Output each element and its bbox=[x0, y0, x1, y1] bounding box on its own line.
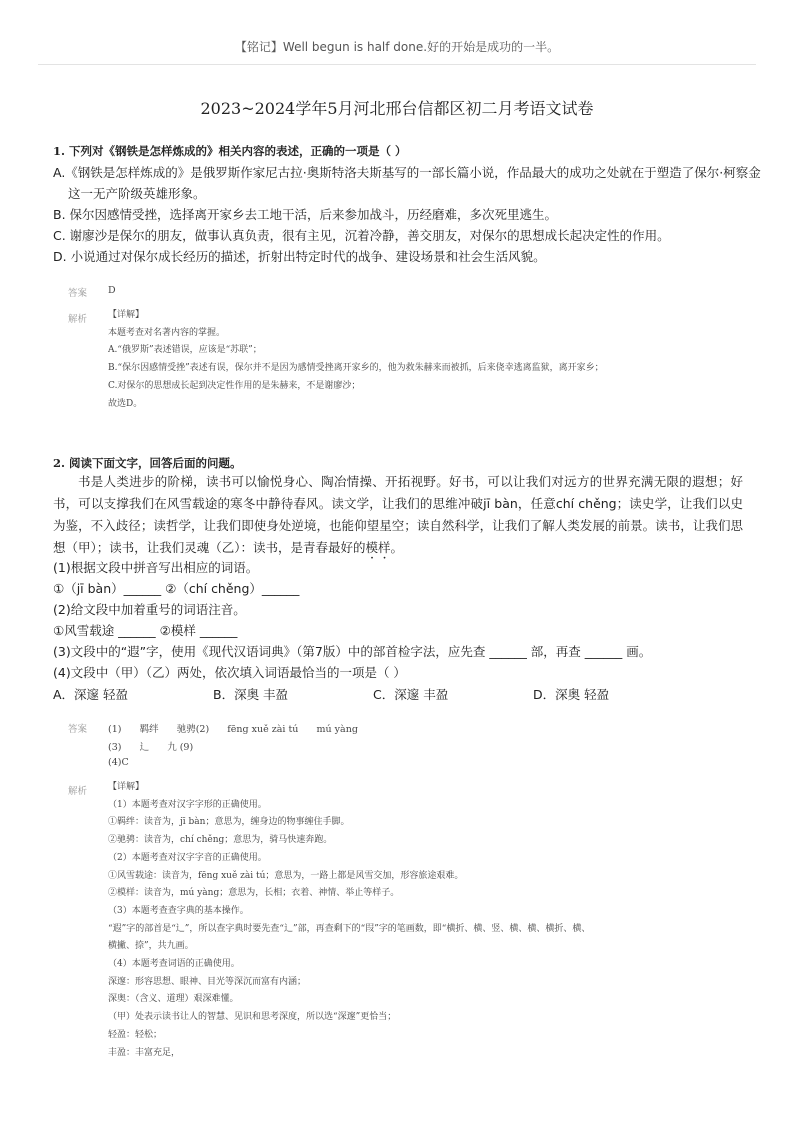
q2-option-a: A．深邃 轻盈 bbox=[53, 687, 129, 702]
q2-analysis-line: ②模样：读音为，mú yàng；意思为，长相；衣着、神情、举止等样子。 bbox=[108, 888, 400, 899]
question-1-stem: 1. 下列对《钢铁是怎样炼成的》相关内容的表述，正确的一项是（ ） bbox=[53, 144, 407, 158]
q2-answer-row: (3) 辶 九 (9) bbox=[108, 742, 194, 753]
q2-passage-emphasis-word: 模样 bbox=[365, 540, 391, 555]
q2-answer-row: (1) 羁绊 驰骋(2) fēng xuě zài tú mú yàng bbox=[108, 724, 358, 735]
q1-answer: D bbox=[108, 285, 116, 296]
question-2-stem: 2. 阅读下面文字，回答后面的问题。 bbox=[53, 456, 242, 470]
q2-analysis-line: 轻盈：轻松； bbox=[108, 1029, 163, 1040]
q2-analysis-line: （3）本题考查查字典的基本操作。 bbox=[108, 905, 249, 916]
page-title: 2023~2024学年5月河北邢台信都区初二月考语文试卷 bbox=[200, 99, 594, 118]
q1-analysis-line: 本题考查对名著内容的掌握。 bbox=[108, 327, 226, 338]
q2-passage-end: 。 bbox=[390, 540, 404, 555]
q2-analysis-line: （甲）处表示读书让人的智慧、见识和思考深度，所以选“深邃”更恰当； bbox=[108, 1012, 397, 1023]
q2-option-b: B．深奥 丰盈 bbox=[213, 687, 289, 702]
q2-analysis-line: （4）本题考查词语的正确使用。 bbox=[108, 959, 240, 970]
q1-option-b: B. 保尔因感情受挫，选择离开家乡去工地干活，后来参加战斗，历经磨难，多次死里逃生。 bbox=[53, 207, 558, 222]
q2-analysis-line: ①风雪载途：读音为，fēng xuě zài tú；意思为，一路上都是风雪交加，形容旅途艰难。 bbox=[108, 870, 464, 881]
q2-analysis-line: ②驰骋：读音为，chí chěng；意思为，骑马快速奔跑。 bbox=[108, 835, 333, 846]
q2-analysis-line: （1）本题考查对汉字字形的正确使用。 bbox=[108, 799, 267, 810]
q2-passage bbox=[53, 471, 743, 562]
q2-analysis bbox=[108, 779, 748, 1062]
q2-analysis-label: 解析 bbox=[68, 786, 88, 797]
q2-sub-1: (1)根据文段中拼音写出相应的词语。 bbox=[53, 560, 259, 575]
q1-option-a-cont: 这一无产阶级英雄形象。 bbox=[68, 186, 206, 201]
q2-answer-label: 答案 bbox=[68, 724, 88, 735]
q2-sub-3: (3)文段中的“遐”字，使用《现代汉语词典》（第7版）中的部首检字法，应先查 ______ 部，再查 ______ 画。 bbox=[53, 644, 652, 659]
q1-analysis bbox=[108, 307, 748, 413]
q1-analysis-line: 故选D。 bbox=[108, 398, 143, 409]
q2-sub-1-blanks: ①（jī bàn）______ ②（chí chěng）______ bbox=[53, 581, 300, 596]
q2-sub-2-blanks: ①风雪载途 ______ ②模样 ______ bbox=[53, 623, 238, 638]
q1-option-d: D. 小说通过对保尔成长经历的描述，折射出特定时代的战争、建设场景和社会生活风貌。 bbox=[53, 249, 546, 264]
q2-analysis-line: 横撇、捺”，共九画。 bbox=[108, 941, 194, 952]
q1-analysis-line: B.“保尔因感情受挫”表述有误，保尔并不是因为感情受挫离开家乡的，他为救朱赫来而被抓，后来侥幸逃离监狱，离开家乡； bbox=[108, 363, 604, 374]
q1-analysis-line: C.对保尔的思想成长起到决定性作用的是朱赫来，不是谢廖沙； bbox=[108, 380, 361, 391]
q2-answer-row: (4)C bbox=[108, 757, 129, 768]
q2-passage-text: 书是人类进步的阶梯，读书可以愉悦身心、陶冶情操、开拓视野。好书，可以让我们对远方的世界充满无限的遐想；好书，可以支撑我们在风雪载途的寒冬中静待春风。读文学，让我们的思维冲破jī bàn，任意chí chěng；读史学，让我们以史为鉴，不入歧径；读哲学，让我们即使身处逆境，也能仰望星空；读自然科学，让我们了解人类发展的前景。读书，让我们思想（甲）；读书，让我们灵魂（乙）：读书，是青春最好的 bbox=[53, 474, 743, 555]
header-divider bbox=[38, 64, 756, 65]
q2-analysis-line: ①羁绊：读音为，jī bàn；意思为，缠身边的物事缠住手脚。 bbox=[108, 817, 350, 828]
q1-analysis-line: 【详解】 bbox=[108, 310, 145, 320]
q2-options bbox=[53, 685, 693, 703]
q1-analysis-line: A.“俄罗斯”表述错误，应该是“苏联”； bbox=[108, 345, 262, 356]
q2-analysis-line: （2）本题考查对汉字字音的正确使用。 bbox=[108, 852, 267, 863]
q1-option-c: C. 谢廖沙是保尔的朋友，做事认真负责，很有主见，沉着冷静，善交朋友，对保尔的思想成长起决定性的作用。 bbox=[53, 228, 670, 243]
q2-analysis-line: 深邃：形容思想、眼神、目光等深沉而富有内涵； bbox=[108, 976, 307, 987]
q2-analysis-line: 丰盈：丰富充足， bbox=[108, 1047, 181, 1058]
q1-analysis-label: 解析 bbox=[68, 314, 88, 325]
q2-option-d: D．深奥 轻盈 bbox=[533, 687, 610, 702]
q2-analysis-line: 【详解】 bbox=[108, 782, 145, 792]
header-motto: 【铭记】Well begun is half done.好的开始是成功的一半。 bbox=[234, 40, 560, 54]
q2-sub-4: (4)文段中（甲）（乙）两处，依次填入词语最恰当的一项是（ ） bbox=[53, 665, 406, 680]
q1-answer-label: 答案 bbox=[68, 288, 88, 299]
q2-sub-2: (2)给文段中加着重号的词语注音。 bbox=[53, 602, 246, 617]
q2-analysis-line: 深奥：（含义、道理）艰深难懂。 bbox=[108, 994, 239, 1005]
q1-option-a: A.《钢铁是怎样炼成的》是俄罗斯作家尼古拉·奥斯特洛夫斯基写的一部长篇小说，作品最大的成功之处就在于塑造了保尔·柯察金 bbox=[53, 165, 761, 180]
q2-analysis-line: “遐”字的部首是“辶”，所以查字典时要先查“辶”部，再查剩下的“叚”字的笔画数，即“横折、横、竖、横、横、横折、横、 bbox=[108, 923, 591, 934]
q2-option-c: C．深邃 丰盈 bbox=[373, 687, 449, 702]
